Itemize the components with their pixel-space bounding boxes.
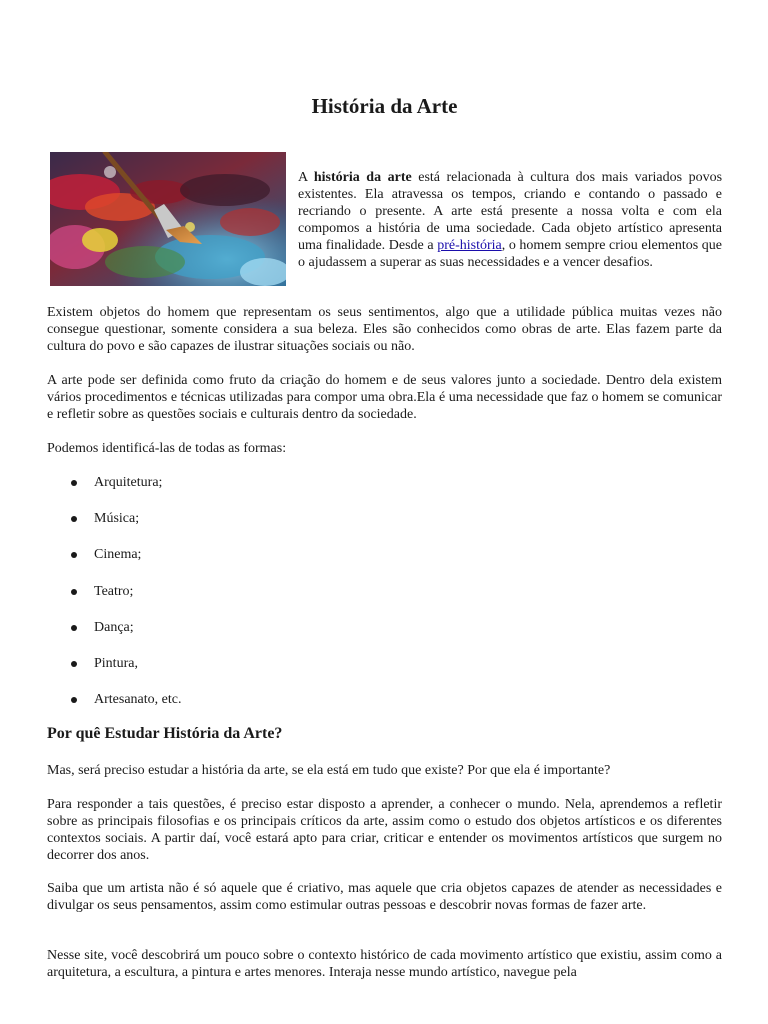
art-forms-list (47, 474, 722, 727)
paragraph-site: Nesse site, você descobrirá um pouco sobre o contexto histórico de cada movimento artístico que existiu, assim como a arquitetura, a escultura, a pintura e artes menores. Interaja nesse mundo artístico, navegue pela (47, 948, 722, 980)
paragraph-definition: A arte pode ser definida como fruto da criação do homem e de seus valores junto a sociedade. Dentro dela existem vários procedimentos e técnicas utilizadas para compor uma obra.Ela é uma necessidade que faz o homem se comunicar e refletir sobre as questões sociais e culturais dentro da sociedade. (47, 373, 722, 422)
paragraph-artist: Saiba que um artista não é só aquele que é criativo, mas aquele que cria objetos capazes de atender as necessidades e divulgar os seus pensamentos, assim como estimular outras pessoas e descobrir novas formas de fazer arte. (47, 881, 722, 913)
list-item-label: Arquitetura; (94, 475, 163, 490)
bullet-icon (71, 697, 77, 703)
paragraph-forms-intro: Podemos identificá-las de todas as formas: (47, 441, 287, 456)
bullet-icon (71, 480, 77, 486)
list-item (47, 691, 722, 727)
list-item (47, 474, 722, 510)
bullet-icon (71, 516, 77, 522)
list-item-label: Teatro; (94, 583, 134, 599)
list-item-label: Pintura, (94, 655, 138, 671)
bullet-icon (71, 552, 77, 558)
list-item-label: Dança; (94, 619, 134, 635)
list-item (47, 619, 722, 655)
list-item (47, 655, 722, 691)
intro-bold-term: história da arte (313, 170, 412, 185)
paintbrush-palette-icon (50, 152, 286, 286)
section-heading: Por quê Estudar História da Arte? (47, 725, 283, 742)
intro-prefix: A (298, 170, 314, 185)
bullet-icon (71, 589, 77, 595)
list-item (47, 546, 722, 582)
list-item (47, 510, 722, 546)
list-item-label: Música; (94, 511, 140, 527)
intro-paragraph (298, 169, 722, 271)
pre-historia-link[interactable]: pré-história (437, 238, 502, 253)
paragraph-objects: Existem objetos do homem que representam os seus sentimentos, algo que a utilidade pública muitas vezes não consegue questionar, somente considera a sua beleza. Eles são conhecidos como obras de arte. Elas fazem parte da cultura do povo e são capazes de ilustrar situações sociais ou não. (47, 305, 722, 354)
list-item (47, 583, 722, 619)
intro-suffix: , o homem sempre criou elementos que o ajudassem a superar as suas necessidades e a vencer desafios. (298, 238, 722, 270)
list-item-label: Cinema; (94, 547, 142, 563)
page-title: História da Arte (311, 94, 458, 118)
paragraph-question: Mas, será preciso estudar a história da arte, se ela está em tudo que existe? Por que ela é importante? (47, 763, 611, 778)
bullet-icon (71, 661, 77, 667)
bullet-icon (71, 625, 77, 631)
paragraph-answer: Para responder a tais questões, é preciso estar disposto a aprender, a conhecer o mundo. Nela, aprendemos a refletir sobre as principais filosofias e os principais críticos da arte, assim como o estudo dos objetos artísticos e os diferentes contextos sociais. A partir daí, você estará apto para criar, criticar e entender os movimentos artísticos que surgem no decorrer dos anos. (47, 797, 722, 863)
paint-palette-image (50, 152, 286, 286)
intro-text: está relacionada à cultura dos mais variados povos existentes. Ela atravessa os tempos, criando e contando o passado e recriando o presente. A arte está presente a nossa volta e com ela compomos a história de uma sociedade. Cada objeto artístico apresenta uma finalidade. Desde a (298, 170, 723, 253)
list-item-label: Artesanato, etc. (94, 692, 182, 708)
